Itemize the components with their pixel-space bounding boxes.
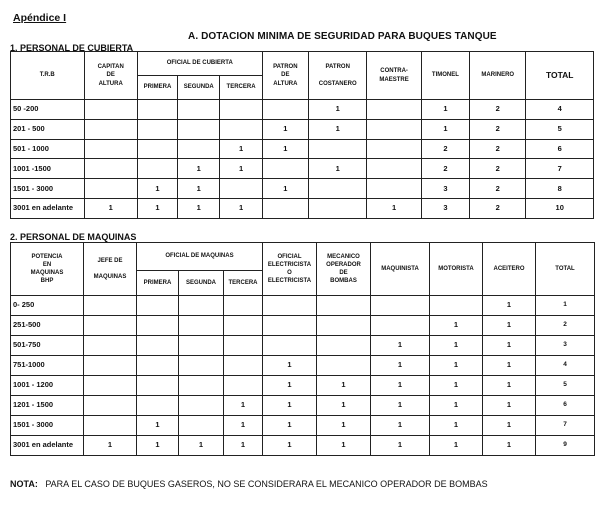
cell <box>367 159 421 179</box>
cell <box>262 198 308 218</box>
table-row <box>11 396 595 416</box>
table-row <box>11 316 595 336</box>
cell: 1 <box>430 416 483 436</box>
cell: 1 <box>178 198 220 218</box>
engine-personnel-table <box>10 242 595 456</box>
cell: 1 <box>483 336 536 356</box>
cell <box>224 356 263 376</box>
cell <box>309 139 367 159</box>
cell <box>317 316 371 336</box>
row-label: 501-750 <box>11 336 84 356</box>
cell <box>137 316 179 336</box>
cell <box>137 356 179 376</box>
cell: 1 <box>430 316 483 336</box>
cell <box>137 100 177 120</box>
cell <box>224 376 263 396</box>
cell: 2 <box>421 139 469 159</box>
cell: 1 <box>317 376 371 396</box>
table-row <box>11 100 594 120</box>
table-row <box>11 356 595 376</box>
header-capitan-altura: CAPITAN DE ALTURA <box>84 52 137 100</box>
cell <box>262 100 308 120</box>
cell: 1 <box>371 336 430 356</box>
cell: 1 <box>430 376 483 396</box>
cell: 1 <box>263 376 317 396</box>
cell: 1 <box>137 179 177 199</box>
table-row <box>11 139 594 159</box>
cell: 2 <box>470 119 526 139</box>
cell-total: 5 <box>526 119 594 139</box>
cell: 1 <box>317 396 371 416</box>
cell <box>262 159 308 179</box>
row-label: 0- 250 <box>11 296 84 316</box>
cell: 1 <box>179 436 224 456</box>
row-label: 751-1000 <box>11 356 84 376</box>
cell: 1 <box>371 416 430 436</box>
cell <box>263 296 317 316</box>
cell-total: 4 <box>536 356 595 376</box>
row-label: 1201 - 1500 <box>11 396 84 416</box>
table-row <box>11 436 595 456</box>
table-row <box>11 179 594 199</box>
header-oficial-electricista: OFICIAL ELECTRICISTA O ELECTRICISTA <box>263 243 317 296</box>
cell <box>84 316 137 336</box>
cell-total: 7 <box>526 159 594 179</box>
cell <box>84 100 137 120</box>
cell <box>84 336 137 356</box>
header-oficial-maquinas: OFICIAL DE MAQUINAS <box>137 243 263 271</box>
header-total: TOTAL <box>526 52 594 100</box>
footnote <box>10 479 488 489</box>
cell <box>220 119 262 139</box>
cell: 1 <box>178 159 220 179</box>
cell <box>178 119 220 139</box>
cell <box>179 336 224 356</box>
row-label: 3001 en adelante <box>11 198 85 218</box>
cell <box>220 100 262 120</box>
note-label: NOTA: <box>10 479 38 489</box>
cell: 1 <box>430 336 483 356</box>
cell: 1 <box>137 416 179 436</box>
table-row <box>11 296 595 316</box>
cell: 1 <box>371 436 430 456</box>
cell: 1 <box>317 416 371 436</box>
note-text: PARA EL CASO DE BUQUES GASEROS, NO SE CONSIDERARA EL MECANICO OPERADOR DE BOMBAS <box>45 479 488 489</box>
cell: 1 <box>224 436 263 456</box>
cell <box>367 139 421 159</box>
cell: 1 <box>483 396 536 416</box>
header-total: TOTAL <box>536 243 595 296</box>
header-patron-costanero: PATRON COSTANERO <box>309 52 367 100</box>
cell <box>317 356 371 376</box>
cell <box>317 296 371 316</box>
cell: 1 <box>224 416 263 436</box>
cell: 1 <box>367 198 421 218</box>
cell <box>137 396 179 416</box>
row-label: 201 - 500 <box>11 119 85 139</box>
cell <box>137 119 177 139</box>
cell <box>137 336 179 356</box>
cell <box>84 376 137 396</box>
cell <box>84 416 137 436</box>
cell <box>178 139 220 159</box>
cell: 1 <box>220 139 262 159</box>
cell: 1 <box>430 436 483 456</box>
cell: 1 <box>224 396 263 416</box>
cell: 1 <box>262 119 308 139</box>
section-title-engine: 2. PERSONAL DE MAQUINAS <box>10 232 137 242</box>
cell: 1 <box>421 100 469 120</box>
cell: 1 <box>263 436 317 456</box>
table-row <box>11 376 595 396</box>
row-label: 1501 - 3000 <box>11 179 85 199</box>
cell <box>367 100 421 120</box>
cell: 1 <box>220 198 262 218</box>
appendix-label: Apéndice I <box>13 12 67 24</box>
cell <box>84 159 137 179</box>
cell <box>84 396 137 416</box>
cell <box>367 179 421 199</box>
header-patron-altura: PATRON DE ALTURA <box>262 52 308 100</box>
row-label: 501 - 1000 <box>11 139 85 159</box>
cell-total: 2 <box>536 316 595 336</box>
header-potencia: POTENCIA EN MAQUINAS BHP <box>11 243 84 296</box>
cell <box>84 119 137 139</box>
cell <box>179 356 224 376</box>
cell: 3 <box>421 198 469 218</box>
cell <box>84 139 137 159</box>
table-row <box>11 159 594 179</box>
cell: 1 <box>483 416 536 436</box>
header-primera: PRIMERA <box>137 76 177 100</box>
cell: 1 <box>178 179 220 199</box>
cell <box>367 119 421 139</box>
cell <box>263 316 317 336</box>
cell <box>179 396 224 416</box>
cell <box>317 336 371 356</box>
cell <box>178 100 220 120</box>
header-maquinista: MAQUINISTA <box>371 243 430 296</box>
cell <box>179 416 224 436</box>
cell <box>309 179 367 199</box>
header-trb: T.R.B <box>11 52 85 100</box>
cell: 1 <box>137 436 179 456</box>
cell: 1 <box>421 119 469 139</box>
cell: 1 <box>371 376 430 396</box>
section-title-deck: 1. PERSONAL DE CUBIERTA <box>10 43 134 53</box>
cell: 1 <box>84 198 137 218</box>
header-oficial-cubierta: OFICIAL DE CUBIERTA <box>137 52 262 76</box>
cell-total: 6 <box>536 396 595 416</box>
cell <box>430 296 483 316</box>
row-label: 50 -200 <box>11 100 85 120</box>
header-contramaestre: CONTRA- MAESTRE <box>367 52 421 100</box>
header-marinero: MARINERO <box>470 52 526 100</box>
cell-total: 5 <box>536 376 595 396</box>
cell <box>179 316 224 336</box>
cell-total: 3 <box>536 336 595 356</box>
cell <box>263 336 317 356</box>
cell: 1 <box>309 100 367 120</box>
cell <box>84 296 137 316</box>
cell-total: 9 <box>536 436 595 456</box>
row-label: 1001 - 1200 <box>11 376 84 396</box>
cell <box>179 296 224 316</box>
cell <box>137 296 179 316</box>
cell: 1 <box>263 396 317 416</box>
header-motorista: MOTORISTA <box>430 243 483 296</box>
cell-total: 10 <box>526 198 594 218</box>
row-label: 251-500 <box>11 316 84 336</box>
table-row <box>11 119 594 139</box>
cell: 1 <box>137 198 177 218</box>
cell: 2 <box>470 159 526 179</box>
cell: 2 <box>470 100 526 120</box>
header-aceitero: ACEITERO <box>483 243 536 296</box>
cell: 1 <box>483 436 536 456</box>
header-tercera: TERCERA <box>220 76 262 100</box>
cell-total: 6 <box>526 139 594 159</box>
header-segunda: SEGUNDA <box>179 271 224 296</box>
cell: 2 <box>470 198 526 218</box>
header-primera: PRIMERA <box>137 271 179 296</box>
cell: 1 <box>371 396 430 416</box>
cell-total: 8 <box>526 179 594 199</box>
cell: 1 <box>483 376 536 396</box>
row-label: 1001 -1500 <box>11 159 85 179</box>
cell: 2 <box>470 139 526 159</box>
document-title: A. DOTACION MINIMA DE SEGURIDAD PARA BUQUES TANQUE <box>188 31 497 42</box>
header-tercera: TERCERA <box>224 271 263 296</box>
cell <box>224 316 263 336</box>
cell-total: 7 <box>536 416 595 436</box>
cell <box>137 159 177 179</box>
cell: 1 <box>483 356 536 376</box>
cell: 1 <box>262 139 308 159</box>
cell <box>137 376 179 396</box>
table-row <box>11 336 595 356</box>
cell: 2 <box>421 159 469 179</box>
header-jefe-maquinas: JEFE DE MAQUINAS <box>84 243 137 296</box>
cell: 3 <box>421 179 469 199</box>
table-row <box>11 416 595 436</box>
cell: 1 <box>483 316 536 336</box>
cell: 1 <box>371 356 430 376</box>
cell <box>371 296 430 316</box>
cell: 1 <box>84 436 137 456</box>
cell: 1 <box>220 159 262 179</box>
cell <box>84 356 137 376</box>
header-segunda: SEGUNDA <box>178 76 220 100</box>
cell <box>224 336 263 356</box>
cell: 1 <box>317 436 371 456</box>
header-timonel: TIMONEL <box>421 52 469 100</box>
row-label: 3001 en adelante <box>11 436 84 456</box>
cell <box>179 376 224 396</box>
cell: 1 <box>483 296 536 316</box>
cell: 2 <box>470 179 526 199</box>
cell <box>84 179 137 199</box>
cell: 1 <box>263 356 317 376</box>
deck-personnel-table <box>10 51 594 219</box>
cell <box>220 179 262 199</box>
cell-total: 4 <box>526 100 594 120</box>
cell-total: 1 <box>536 296 595 316</box>
cell: 1 <box>309 119 367 139</box>
cell <box>224 296 263 316</box>
table-row <box>11 198 594 218</box>
cell: 1 <box>262 179 308 199</box>
cell: 1 <box>263 416 317 436</box>
cell <box>309 198 367 218</box>
cell: 1 <box>309 159 367 179</box>
header-mecanico-operador: MECANICO OPERADOR DE BOMBAS <box>317 243 371 296</box>
cell: 1 <box>430 396 483 416</box>
cell <box>371 316 430 336</box>
cell: 1 <box>430 356 483 376</box>
row-label: 1501 - 3000 <box>11 416 84 436</box>
cell <box>137 139 177 159</box>
